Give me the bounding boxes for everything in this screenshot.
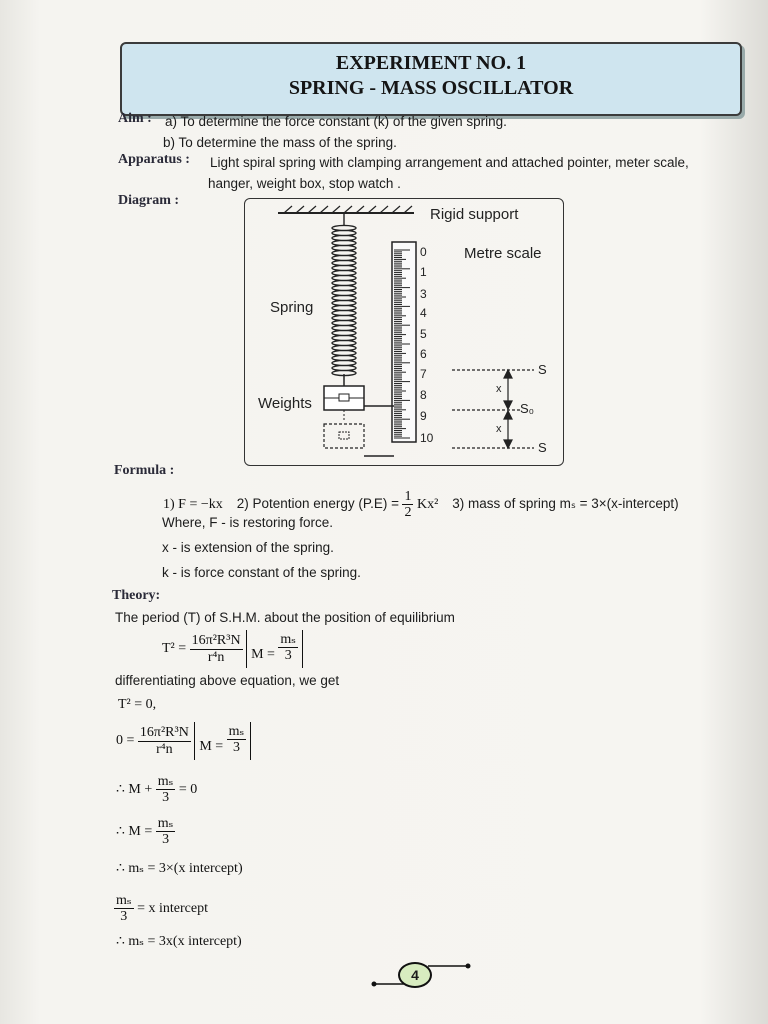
formula-1: 1) F = −kx [163,497,223,513]
step-2-denominator: 3 [162,832,170,848]
step-2 [116,816,175,848]
step-3: ∴ mₛ = 3×(x intercept) [116,861,243,876]
step-1-denominator: 3 [162,790,170,806]
equation-2-bracket [194,722,251,760]
scale-tick-label: 8 [420,388,427,402]
aim-b: b) To determine the mass of the spring. [163,135,397,150]
page-number: 4 [398,962,432,988]
t-squared-zero: T² = 0, [118,697,157,712]
equation-2 [116,722,251,760]
step-2-numerator: mₛ [157,816,174,831]
equation-2-numerator: 16π²R³N [139,725,189,741]
scale-tick-label: 10 [420,431,434,445]
fraction-numerator: 1 [404,489,412,504]
step-5: ∴ mₛ = 3x(x intercept) [116,934,242,949]
spring-coil [332,213,356,376]
step-4-denominator: 3 [120,909,128,925]
bracket-numerator: mₛ [280,632,297,647]
s0-label: S₀ [520,401,535,416]
spring-label: Spring [270,299,314,316]
theory-intro: The period (T) of S.H.M. about the position of equilibrium [115,610,455,625]
theory-label: Theory: [112,588,161,603]
metre-scale-label: Metre scale [464,245,542,262]
rigid-support [278,206,414,213]
bracket-m-label: M = [199,739,224,755]
scale-tick-label: 6 [420,347,427,361]
formula-2-term: Kx² [416,497,439,513]
title-box [120,42,742,116]
step-2-lhs: ∴ M = [116,824,153,840]
diagram-label: Diagram : [118,193,180,208]
step-4-rhs: = x intercept [137,901,208,917]
aim-label: Aim : [118,111,152,126]
formula-where: Where, F - is restoring force. [162,515,334,530]
formula-k-def: k - is force constant of the spring. [162,565,361,580]
bracket-denominator: 3 [284,648,292,664]
step-4-numerator: mₛ [116,893,132,908]
spring-mass-diagram [244,198,564,468]
scale-tick-label: 9 [420,409,427,423]
s-bottom-label: S [538,440,547,455]
formula-3: 3) mass of spring mₛ = 3×(x-intercept) [452,496,679,512]
bracket-numerator: mₛ [228,724,245,739]
aim-a: a) To determine the force constant (k) of the given spring. [165,114,507,129]
experiment-number: EXPERIMENT NO. 1 [335,52,527,74]
weights-label: Weights [258,395,312,412]
metre-scale [392,242,416,442]
scale-tick-label: 1 [420,265,427,279]
rigid-support-label: Rigid support [430,206,519,223]
equation-1 [162,630,303,668]
fraction-denominator: 2 [404,505,412,521]
equation-2-denominator: r⁴n [156,741,173,757]
bracket-denominator: 3 [232,740,240,756]
x-bottom-label: x [496,423,502,435]
equation-1-numerator: 16π²R³N [191,633,241,649]
bracket-m-label: M = [251,647,275,663]
x-top-label: x [496,383,502,395]
scale-tick-label: 0 [420,245,427,259]
differentiating-text: differentiating above equation, we get [115,673,340,688]
scale-tick-label: 4 [420,306,427,320]
weights-hanger [324,376,394,456]
s-top-label: S [538,362,547,377]
apparatus-line1: Light spiral spring with clamping arrangement and attached pointer, meter scale, [210,155,689,170]
step-1-numerator: mₛ [157,774,174,789]
step-4 [114,893,208,925]
formula-label: Formula : [114,463,175,478]
step-1 [116,774,197,806]
scale-tick-label: 7 [420,367,427,381]
apparatus-label: Apparatus : [118,152,190,167]
formula-2-fraction [402,489,413,521]
scale-tick-label: 5 [420,327,427,341]
experiment-title: SPRING - MASS OSCILLATOR [288,77,574,99]
formula-2-prefix: 2) Potention energy (P.E) = [236,496,399,512]
formula-x-def: x - is extension of the spring. [162,540,334,555]
equation-1-lhs: T² = [162,641,187,657]
equation-2-lhs: 0 = [116,733,135,749]
step-1-lhs: ∴ M + [116,782,153,798]
equation-1-bracket [246,630,303,668]
step-1-rhs: = 0 [178,782,198,798]
equation-1-denominator: r⁴n [207,649,225,665]
scale-tick-label: 3 [420,287,427,301]
apparatus-line2: hanger, weight box, stop watch . [208,176,401,191]
